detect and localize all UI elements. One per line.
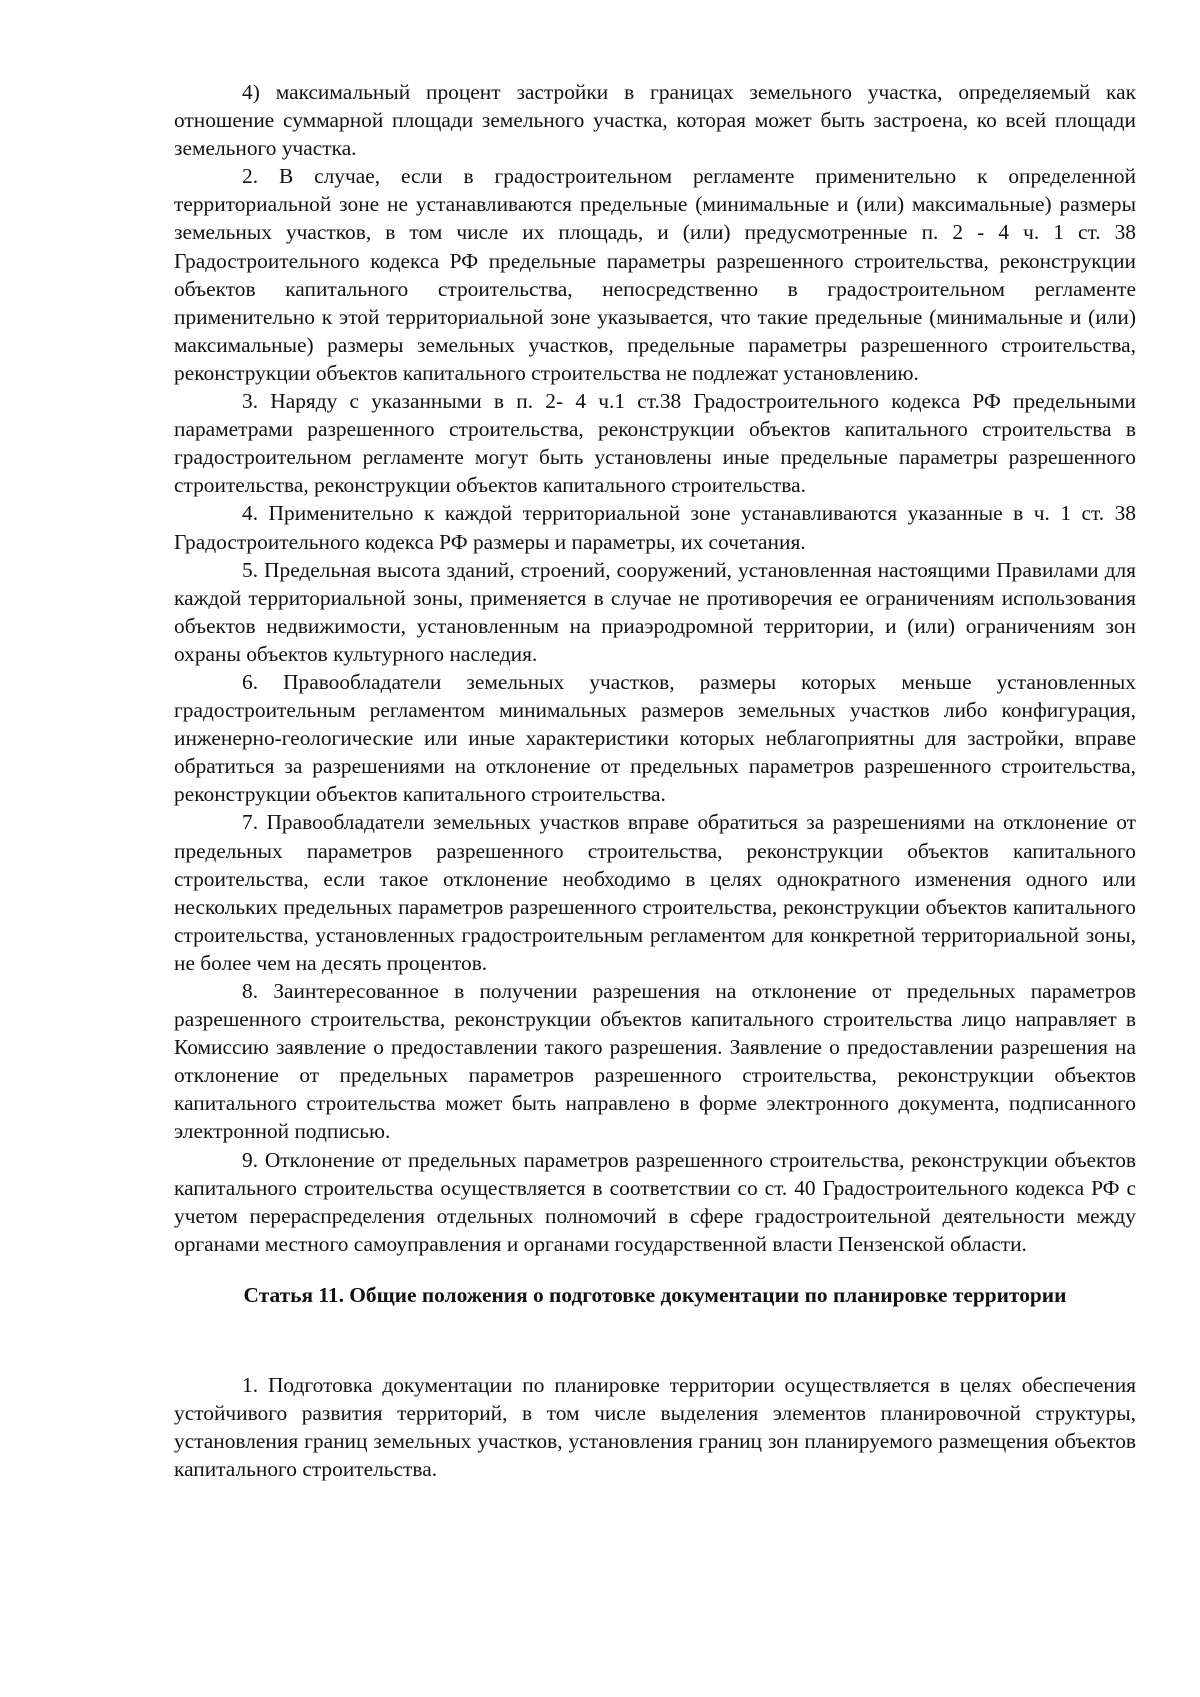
paragraph: 6. Правообладатели земельных участков, размеры которых меньше установленных градостроительным регламентом минимальных размеров земельных участков либо конфигурация, инженерно-геологические или иные характеристики которых неблагоприятны для застройки, вправе обратиться за разрешениями на отклонение от предельных параметров разрешенного строительства, реконструкции объектов капитального строительства. [174, 669, 1136, 807]
document-page [174, 78, 1136, 1483]
paragraph: 5. Предельная высота зданий, строений, сооружений, установленная настоящими Правилами для каждой территориальной зоны, применяется в случае не противоречия ее ограничениям использования объектов недвижимости, установленным на приаэродромной территории, и (или) ограничениям зон охраны объектов культурного наследия. [174, 557, 1136, 666]
article-heading: Статья 11. Общие положения о подготовке документации по планировке территории [243, 1282, 1067, 1307]
paragraph: 9. Отклонение от предельных параметров разрешенного строительства, реконструкции объектов капитального строительства осуществляется в соответствии со ст. 40 Градостроительного кодекса РФ с учетом перераспределения отдельных полномочий в сфере градостроительной деятельности между органами местного самоуправления и органами государственной власти Пензенской области. [174, 1147, 1136, 1256]
paragraph: 4) максимальный процент застройки в границах земельного участка, определяемый как отношение суммарной площади земельного участка, которая может быть застроена, ко всей площади земельного участка. [174, 80, 1136, 161]
paragraph: 8. Заинтересованное в получении разрешения на отклонение от предельных параметров разрешенного строительства, реконструкции объектов капитального строительства лицо направляет в Комиссию заявление о предоставлении такого разрешения. Заявление о предоставлении разрешения на отклонение от предельных параметров разрешенного строительства, реконструкции объектов капитального строительства может быть направлено в форме электронного документа, подписанного электронной подписью. [174, 979, 1136, 1144]
paragraph: 4. Применительно к каждой территориальной зоне устанавливаются указанные в ч. 1 ст. 38 Градостроительного кодекса РФ размеры и параметры, их сочетания. [174, 501, 1136, 554]
paragraph: 3. Наряду с указанными в п. 2- 4 ч.1 ст.38 Градостроительного кодекса РФ предельными параметрами разрешенного строительства, реконструкции объектов капитального строительства в градостроительном регламенте могут быть установлены иные предельные параметры разрешенного строительства, реконструкции объектов капитального строительства. [174, 389, 1136, 498]
paragraph: 2. В случае, если в градостроительном регламенте применительно к определенной территориальной зоне не устанавливаются предельные (минимальные и (или) максимальные) размеры земельных участков, в том числе их площадь, и (или) предусмотренные п. 2 - 4 ч. 1 ст. 38 Градостроительного кодекса РФ предельные параметры разрешенного строительства, реконструкции объектов капитального строительства, непосредственно в градостроительном регламенте применительно к этой территориальной зоне указывается, что такие предельные (минимальные и (или) максимальные) размеры земельных участков, предельные параметры разрешенного строительства, реконструкции объектов капитального строительства не подлежат установлению. [174, 164, 1136, 385]
paragraph: 7. Правообладатели земельных участков вправе обратиться за разрешениями на отклонение от предельных параметров разрешенного строительства, реконструкции объектов капитального строительства, если такое отклонение необходимо в целях однократного изменения одного или нескольких предельных параметров разрешенного строительства, реконструкции объектов капитального строительства, установленных градостроительным регламентом для конкретной территориальной зоны, не более чем на десять процентов. [174, 810, 1136, 975]
paragraph: 1. Подготовка документации по планировке территории осуществляется в целях обеспечения устойчивого развития территорий, в том числе выделения элементов планировочной структуры, установления границ земельных участков, установления границ зон планируемого размещения объектов капитального строительства. [174, 1372, 1136, 1482]
